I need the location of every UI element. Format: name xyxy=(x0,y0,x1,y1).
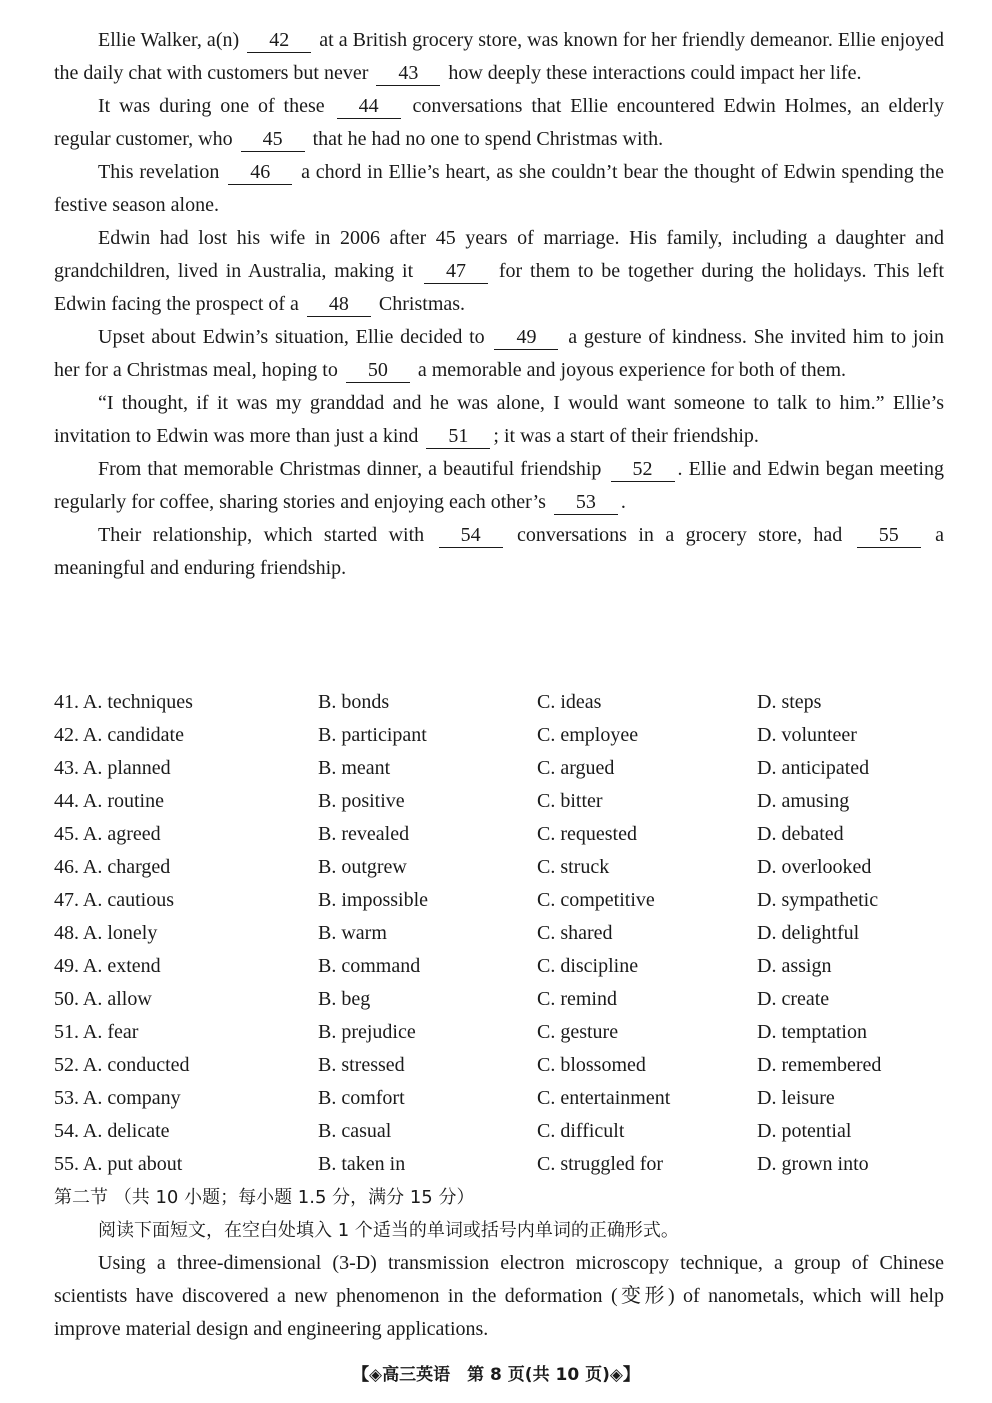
option-b: B. beg xyxy=(318,988,371,1010)
passage-text: Their relationship, which started with xyxy=(98,524,425,546)
passage-paragraph-2 xyxy=(54,90,944,156)
passage-text: . xyxy=(620,491,626,513)
option-c: C. difficult xyxy=(537,1120,625,1142)
option-c: C. struck xyxy=(537,856,610,878)
blank-54: 54 xyxy=(439,523,503,548)
passage-paragraph-8 xyxy=(54,519,944,585)
passage-paragraph-7 xyxy=(54,453,944,519)
option-a: 53. A. company xyxy=(54,1087,181,1109)
option-a: 48. A. lonely xyxy=(54,922,158,944)
option-b: B. revealed xyxy=(318,823,410,845)
section-two xyxy=(54,1181,944,1346)
option-b: B. taken in xyxy=(318,1153,406,1175)
passage-text: This revelation xyxy=(98,161,220,183)
passage-text: It was during one of these xyxy=(98,95,325,117)
option-b: B. comfort xyxy=(318,1087,405,1109)
option-c: C. ideas xyxy=(537,691,602,713)
option-a: 47. A. cautious xyxy=(54,889,174,911)
option-row-53 xyxy=(54,1082,944,1115)
blank-55: 55 xyxy=(857,523,921,548)
passage-text: a gesture of kindness. She invited him to join her for a Christmas meal, hoping to xyxy=(54,326,945,381)
blank-52: 52 xyxy=(611,457,675,482)
option-d: D. overlooked xyxy=(757,856,872,878)
passage-paragraph-4 xyxy=(54,222,944,321)
passage-paragraph-3 xyxy=(54,156,944,222)
option-row-52 xyxy=(54,1049,944,1082)
passage-text: Upset about Edwin’s situation, Ellie decided to xyxy=(98,326,485,348)
option-row-41 xyxy=(54,686,944,719)
option-b: B. impossible xyxy=(318,889,429,911)
option-c: C. employee xyxy=(537,724,639,746)
passage-text: ; it was a start of their friendship. xyxy=(493,425,759,447)
option-row-43 xyxy=(54,752,944,785)
option-a: 50. A. allow xyxy=(54,988,152,1010)
option-row-54 xyxy=(54,1115,944,1148)
option-c: C. shared xyxy=(537,922,613,944)
option-c: C. requested xyxy=(537,823,637,845)
cloze-passage xyxy=(54,24,944,585)
blank-47: 47 xyxy=(424,259,488,284)
blank-49: 49 xyxy=(494,325,558,350)
passage-paragraph-5 xyxy=(54,321,944,387)
option-d: D. assign xyxy=(757,955,832,977)
option-c: C. remind xyxy=(537,988,617,1010)
passage-text: a memorable and joyous experience for both of them. xyxy=(417,359,847,381)
option-row-42 xyxy=(54,719,944,752)
passage-text: conversations in a grocery store, had xyxy=(516,524,843,546)
option-row-49 xyxy=(54,950,944,983)
option-a: 44. A. routine xyxy=(54,790,164,812)
option-b: B. participant xyxy=(318,724,427,746)
option-b: B. outgrew xyxy=(318,856,407,878)
option-c: C. entertainment xyxy=(537,1087,671,1109)
option-b: B. meant xyxy=(318,757,391,779)
option-c: C. competitive xyxy=(537,889,655,911)
option-d: D. debated xyxy=(757,823,844,845)
option-row-55 xyxy=(54,1148,944,1181)
option-a: 45. A. agreed xyxy=(54,823,161,845)
option-d: D. amusing xyxy=(757,790,850,812)
option-a: 41. A. techniques xyxy=(54,691,193,713)
option-row-51 xyxy=(54,1016,944,1049)
option-d: D. remembered xyxy=(757,1054,882,1076)
blank-44: 44 xyxy=(337,94,401,119)
option-b: B. warm xyxy=(318,922,387,944)
option-row-47 xyxy=(54,884,944,917)
option-c: C. bitter xyxy=(537,790,603,812)
section-heading: 第二节 （共 10 小题；每小题 1.5 分，满分 15 分） xyxy=(54,1187,475,1208)
passage-paragraph-1 xyxy=(54,24,944,90)
option-b: B. prejudice xyxy=(318,1021,416,1043)
option-a: 51. A. fear xyxy=(54,1021,139,1043)
option-row-44 xyxy=(54,785,944,818)
option-c: C. gesture xyxy=(537,1021,619,1043)
blank-43: 43 xyxy=(376,61,440,86)
option-d: D. grown into xyxy=(757,1153,869,1175)
section-instruction: 阅读下面短文，在空白处填入 1 个适当的单词或括号内单词的正确形式。 xyxy=(98,1220,679,1241)
option-c: C. discipline xyxy=(537,955,639,977)
option-d: D. volunteer xyxy=(757,724,857,746)
option-d: D. anticipated xyxy=(757,757,870,779)
option-a: 42. A. candidate xyxy=(54,724,184,746)
option-row-45 xyxy=(54,818,944,851)
passage-text: a chord in Ellie’s heart, as she couldn’t bear the thought of Edwin spending the festive season alone. xyxy=(54,161,944,216)
passage-text: . Ellie and Edwin began meeting regularly for coffee, sharing stories and enjoying each other’s xyxy=(54,458,944,513)
option-c: C. argued xyxy=(537,757,615,779)
passage-text: From that memorable Christmas dinner, a beautiful friendship xyxy=(98,458,602,480)
option-a: 54. A. delicate xyxy=(54,1120,170,1142)
option-d: D. steps xyxy=(757,691,822,713)
blank-51: 51 xyxy=(426,424,490,449)
option-d: D. create xyxy=(757,988,830,1010)
option-a: 49. A. extend xyxy=(54,955,161,977)
passage-text: a meaningful and enduring friendship. xyxy=(54,524,945,579)
passage-text: “I thought, if it was my granddad and he was alone, I would want someone to talk to him.” Ellie’s invitation to Edwin was more than just a kind xyxy=(54,392,944,447)
blank-42: 42 xyxy=(247,28,311,53)
passage-text: Ellie Walker, a(n) xyxy=(98,29,240,51)
option-b: B. command xyxy=(318,955,421,977)
option-c: C. struggled for xyxy=(537,1153,664,1175)
passage-text: Christmas. xyxy=(378,293,466,315)
passage-paragraph-6 xyxy=(54,387,944,453)
option-d: D. potential xyxy=(757,1120,852,1142)
option-row-48 xyxy=(54,917,944,950)
option-row-50 xyxy=(54,983,944,1016)
blank-46: 46 xyxy=(228,160,292,185)
option-b: B. casual xyxy=(318,1120,392,1142)
blank-45: 45 xyxy=(241,127,305,152)
blank-53: 53 xyxy=(554,490,618,515)
passage-text: at a British grocery store, was known for her friendly demeanor. Ellie enjoyed the daily chat with customers but never xyxy=(54,29,945,84)
answer-options xyxy=(54,686,944,1181)
section-paragraph: Using a three-dimensional (3-D) transmission electron microscopy technique, a group of Chinese scientists have discovered a new phenomenon in the deformation (变形) of nanometals, which will help improve material design and engineering applications. xyxy=(54,1252,944,1340)
option-d: D. sympathetic xyxy=(757,889,879,911)
option-b: B. bonds xyxy=(318,691,390,713)
page-footer: 【◈高三英语 第 8 页(共 10 页)◈】 xyxy=(352,1365,640,1385)
option-d: D. temptation xyxy=(757,1021,867,1043)
passage-text: for them to be together during the holidays. This left Edwin facing the prospect of a xyxy=(54,260,945,315)
option-row-46 xyxy=(54,851,944,884)
option-b: B. stressed xyxy=(318,1054,405,1076)
passage-text: Edwin had lost his wife in 2006 after 45 years of marriage. His family, including a daughter and grandchildren, lived in Australia, making it xyxy=(54,227,944,282)
blank-48: 48 xyxy=(307,292,371,317)
option-b: B. positive xyxy=(318,790,405,812)
blank-50: 50 xyxy=(346,358,410,383)
passage-text: conversations that Ellie encountered Edwin Holmes, an elderly regular customer, who xyxy=(54,95,945,150)
option-a: 43. A. planned xyxy=(54,757,171,779)
option-a: 55. A. put about xyxy=(54,1153,183,1175)
option-d: D. leisure xyxy=(757,1087,835,1109)
option-c: C. blossomed xyxy=(537,1054,646,1076)
option-a: 52. A. conducted xyxy=(54,1054,190,1076)
passage-text: that he had no one to spend Christmas with. xyxy=(312,128,664,150)
passage-text: how deeply these interactions could impact her life. xyxy=(448,62,862,84)
option-d: D. delightful xyxy=(757,922,860,944)
option-a: 46. A. charged xyxy=(54,856,171,878)
